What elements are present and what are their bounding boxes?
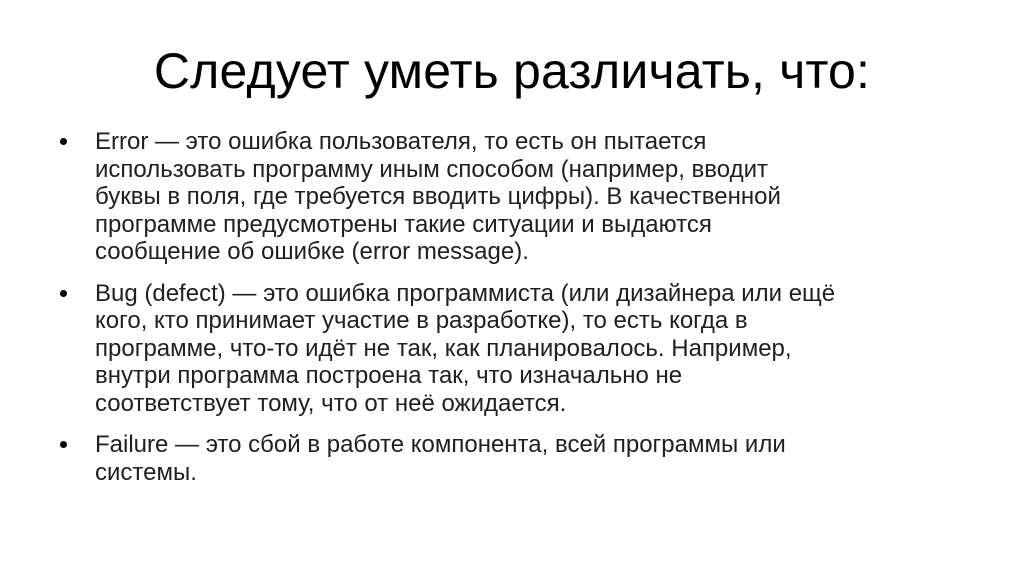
bullet-dot-icon — [60, 138, 67, 145]
bullet-text: Error — это ошибка пользователя, то есть он пытается использовать программу иным способом (например, вводит буквы в поля, где требуется вводить цифры). В качественной программе предусмотрены такие ситуации и выдаются сообщение об ошибке (error message). — [95, 128, 781, 265]
bullet-list — [60, 128, 990, 500]
bullet-text: Bug (defect) — это ошибка программиста (или дизайнера или ещё кого, кто принимает участие в разработке), то есть когда в программе, что-то идёт не так, как планировалось. Например, внутри программа построена так, что изначально не соответствует тому, что от неё ожидается. — [95, 279, 836, 417]
bullet-dot-icon — [60, 441, 67, 448]
slide-title: Следует уметь различать, что: — [153, 43, 871, 99]
bullet-item-bug — [60, 280, 990, 418]
bullet-dot-icon — [60, 290, 67, 297]
bullet-text: Failure — это сбой в работе компонента, всей программы или системы. — [95, 431, 786, 486]
bullet-item-error — [60, 128, 990, 266]
bullet-item-failure — [60, 431, 990, 486]
